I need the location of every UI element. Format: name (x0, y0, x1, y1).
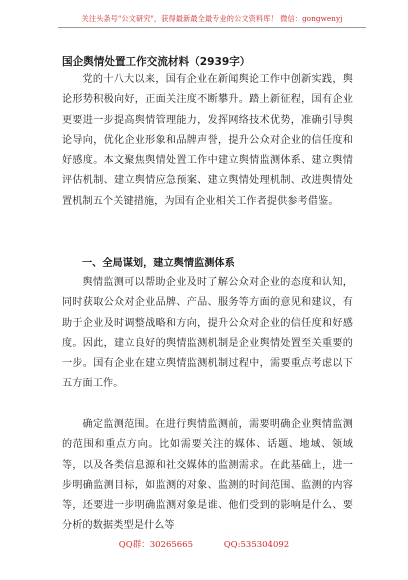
document-title: 国企舆情处置工作交流材料（2939字） (62, 56, 251, 68)
footer-qq-group: QQ群：30265665 (118, 540, 193, 550)
header-divider (58, 27, 366, 28)
body-paragraph-1: 舆情监测可以帮助企业及时了解公众对企业的态度和认知，同时获取公众对企业品牌、产品、服务等方面的意见和建议，有助于企业及时调整战略和方向，提升公众对企业的信任度和好感度。因此，建立良好的舆情监测机制是企业舆情处置至关重要的一步。国有企业在建立舆情监测机制过程中，需要重点考虑以下五方面工作。 (62, 277, 353, 390)
intro-paragraph: 党的十八大以来，国有企业在新闻舆论工作中创新实践，舆论形势积极向好，正面关注度不断攀升。踏上新征程，国有企业更要进一步提高舆情管理能力，发挥网络技术优势，准确引导舆论导向，优化企业形象和品牌声誉，提升公众对企业的信任度和好感度。本文聚焦舆情处置工作中建立舆情监测体系、建立舆情评估机制、建立舆情应急预案、建立舆情处理机制、改进舆情处置机制五个关键措施，为国有企业相关工作者提供参考借鉴。 (62, 74, 353, 207)
body-paragraph-2: 确定监测范围。在进行舆情监测前，需要明确企业舆情监测的范围和重点方向。比如需要关注的媒体、话题、地域、领域等，以及各类信息源和社交媒体的监测需求。在此基础上，进一步明确监测目标，如监测的对象、监测的时间范围、监测的内容等，还要进一步明确监测对象是谁、他们受到的影响是什么、要分析的数据类型是什么等 (62, 419, 353, 532)
page-footer (0, 538, 408, 550)
section-heading: 一、全局谋划，建立舆情监测体系 (82, 258, 235, 269)
footer-qq: QQ:535304092 (223, 540, 290, 550)
page-header-banner: 关注头条号"公文研究"，获得最新最全最专业的公文资料库！ 微信：gongwenyj (81, 14, 343, 23)
